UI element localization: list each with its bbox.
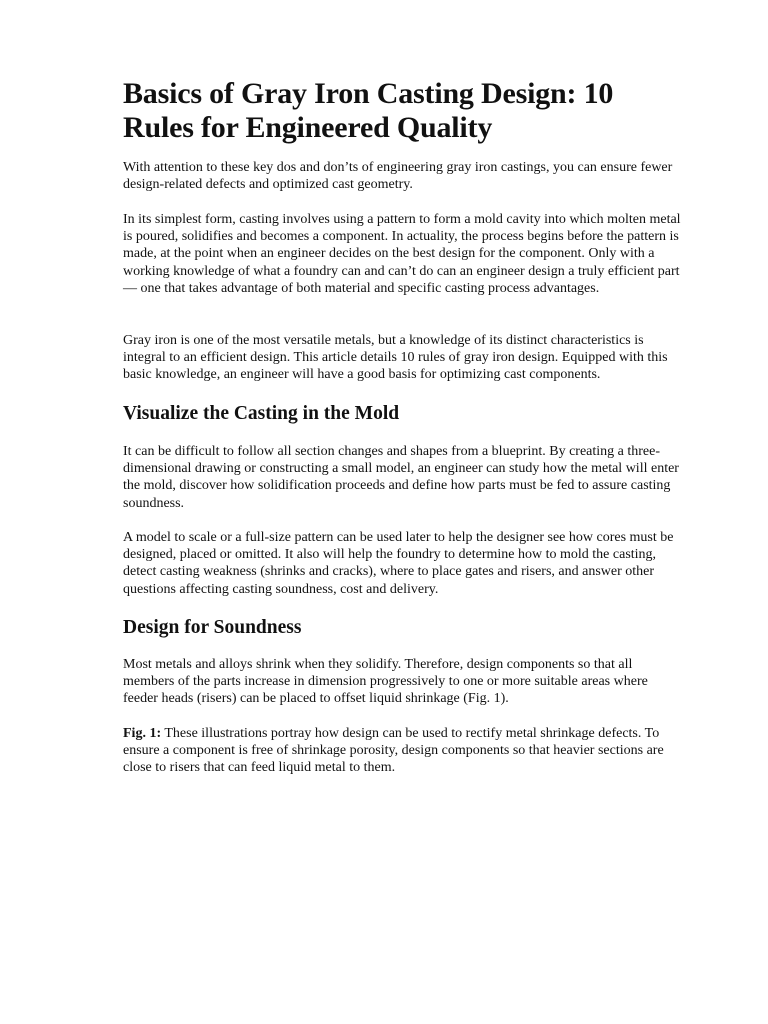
paragraph-casting-process: In its simplest form, casting involves using a pattern to form a mold cavity into which molten metal is poured, solidifies and becomes a component. In actuality, the process begins before the pattern is made, at the point when an engineer decides on the best design for the component. Only with a working knowledge of what a foundry can and can’t do can an engineer design a truly efficient part— one that takes advantage of both material and specific casting process advantages.	[123, 212, 681, 296]
figure-caption-text: These illustrations portray how design can be used to rectify metal shrinkage defects. To ensure a component is free of shrinkage porosity, design components so that heavier sections are close to risers that can feed liquid metal to them.	[123, 726, 664, 776]
figure-label: Fig. 1:	[123, 726, 162, 741]
article-title: Basics of Gray Iron Casting Design: 10 Rules for Engineered Quality	[123, 77, 614, 144]
paragraph-shrinkage: Most metals and alloys shrink when they solidify. Therefore, design components so that all members of the parts increase in dimension progressively to one or more suitable areas where feeder heads (risers) can be placed to offset liquid shrinkage (Fig. 1).	[123, 657, 648, 707]
intro-paragraph: With attention to these key dos and don’ts of engineering gray iron castings, you can ensure fewer design-related defects and optimized cast geometry.	[123, 160, 673, 193]
paragraph-model: A model to scale or a full-size pattern can be used later to help the designer see how cores must be designed, placed or omitted. It also will help the foundry to determine how to mold the casting, detect casting weakness (shrinks and cracks), where to place gates and risers, and answer other questions affecting casting soundness, cost and delivery.	[123, 530, 674, 597]
paragraph-blueprint: It can be difficult to follow all section changes and shapes from a blueprint. By creating a three-dimensional drawing or constructing a small model, an engineer can study how the metal will enter the mold, discover how solidification proceeds and define how parts must be fed to assure casting soundness.	[123, 444, 679, 511]
section-heading-visualize: Visualize the Casting in the Mold	[123, 403, 400, 424]
figure-caption	[123, 725, 683, 777]
section-heading-soundness: Design for Soundness	[123, 617, 302, 638]
paragraph-gray-iron: Gray iron is one of the most versatile metals, but a knowledge of its distinct characteristics is integral to an efficient design. This article details 10 rules of gray iron design. Equipped with this basic knowledge, an engineer will have a good basis for optimizing cast components.	[123, 333, 668, 383]
